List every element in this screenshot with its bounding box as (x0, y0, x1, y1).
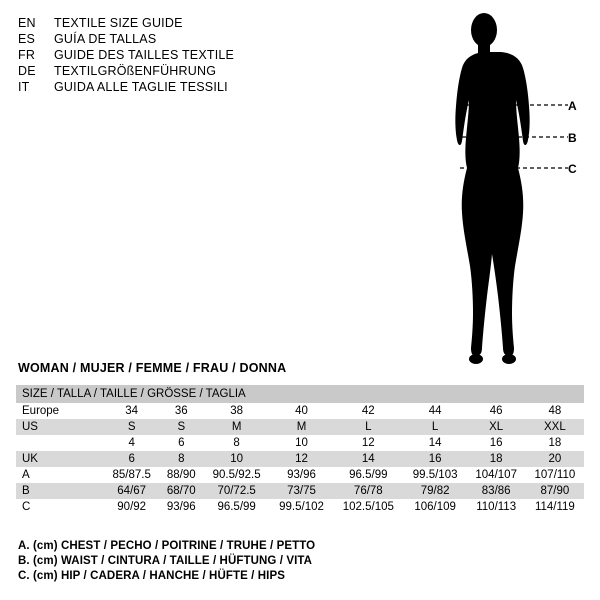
table-row (16, 467, 584, 483)
cell: XXL (526, 419, 584, 435)
cell: 64/67 (104, 483, 159, 499)
language-row-es (18, 32, 348, 46)
cell: 44 (404, 403, 467, 419)
cell: M (203, 419, 270, 435)
language-text-en: TEXTILE SIZE GUIDE (54, 16, 183, 30)
cell: M (270, 419, 333, 435)
cell: 46 (467, 403, 526, 419)
cell: 8 (159, 451, 203, 467)
language-text-es: GUÍA DE TALLAS (54, 32, 157, 46)
measure-label-a: A (568, 99, 577, 113)
language-row-fr (18, 48, 348, 62)
cell: 90/92 (104, 499, 159, 515)
table-row (16, 435, 584, 451)
cell: 83/86 (467, 483, 526, 499)
cell: 4 (104, 435, 159, 451)
female-body-figure (440, 8, 590, 368)
cell: 6 (104, 451, 159, 467)
table-row (16, 403, 584, 419)
table-row (16, 499, 584, 515)
cell: 6 (159, 435, 203, 451)
language-text-fr: GUIDE DES TAILLES TEXTILE (54, 48, 235, 62)
language-row-de (18, 64, 348, 78)
cell: 8 (203, 435, 270, 451)
female-silhouette-icon (440, 8, 590, 368)
cell: 40 (270, 403, 333, 419)
size-table (16, 385, 584, 515)
cell: 73/75 (270, 483, 333, 499)
row-label-us-numeric (16, 435, 104, 451)
language-title-list (18, 16, 348, 96)
cell: 12 (333, 435, 404, 451)
cell: 76/78 (333, 483, 404, 499)
cell: 79/82 (404, 483, 467, 499)
cell: 104/107 (467, 467, 526, 483)
cell: 16 (404, 451, 467, 467)
row-label-uk: UK (16, 451, 104, 467)
row-label-us: US (16, 419, 104, 435)
cell: 16 (467, 435, 526, 451)
cell: S (104, 419, 159, 435)
language-code-it: IT (18, 80, 30, 94)
cell: 99.5/102 (270, 499, 333, 515)
cell: 48 (526, 403, 584, 419)
language-row-en (18, 16, 348, 30)
cell: 88/90 (159, 467, 203, 483)
language-code-fr: FR (18, 48, 36, 62)
cell: 68/70 (159, 483, 203, 499)
table-row (16, 451, 584, 467)
cell: 14 (404, 435, 467, 451)
table-header-row (16, 385, 584, 403)
table-row (16, 419, 584, 435)
cell: 87/90 (526, 483, 584, 499)
cell: 38 (203, 403, 270, 419)
section-title-woman: WOMAN / MUJER / FEMME / FRAU / DONNA (18, 361, 287, 375)
row-label-a: A (16, 467, 104, 483)
table-header-label: SIZE / TALLA / TAILLE / GRÖSSE / TAGLIA (16, 385, 584, 403)
language-row-it (18, 80, 348, 94)
cell: 107/110 (526, 467, 584, 483)
cell: 106/109 (404, 499, 467, 515)
language-code-es: ES (18, 32, 36, 46)
language-text-de: TEXTILGRÖßENFÜHRUNG (54, 64, 217, 78)
table-row (16, 483, 584, 499)
cell: 110/113 (467, 499, 526, 515)
cell: 99.5/103 (404, 467, 467, 483)
measurement-legend (18, 540, 578, 585)
cell: 18 (467, 451, 526, 467)
cell: 12 (270, 451, 333, 467)
measure-label-b: B (568, 131, 577, 145)
cell: 90.5/92.5 (203, 467, 270, 483)
cell: 34 (104, 403, 159, 419)
cell: S (159, 419, 203, 435)
row-label-c: C (16, 499, 104, 515)
cell: 114/119 (526, 499, 584, 515)
cell: 18 (526, 435, 584, 451)
row-label-b: B (16, 483, 104, 499)
cell: 10 (203, 451, 270, 467)
legend-row-a: A. (cm) CHEST / PECHO / POITRINE / TRUHE / PETTO (18, 540, 316, 552)
cell: 102.5/105 (333, 499, 404, 515)
cell: 42 (333, 403, 404, 419)
language-text-it: GUIDA ALLE TAGLIE TESSILI (54, 80, 228, 94)
language-code-en: EN (18, 16, 36, 30)
measure-label-c: C (568, 162, 577, 176)
row-label-europe: Europe (16, 403, 104, 419)
cell: 96.5/99 (333, 467, 404, 483)
cell: 14 (333, 451, 404, 467)
language-code-de: DE (18, 64, 36, 78)
legend-row-b: B. (cm) WAIST / CINTURA / TAILLE / HÜFTUNG / VITA (18, 555, 313, 567)
cell: 85/87.5 (104, 467, 159, 483)
legend-row-c: C. (cm) HIP / CADERA / HANCHE / HÜFTE / HIPS (18, 570, 286, 582)
cell: XL (467, 419, 526, 435)
cell: L (333, 419, 404, 435)
cell: 93/96 (270, 467, 333, 483)
cell: 93/96 (159, 499, 203, 515)
cell: 36 (159, 403, 203, 419)
cell: L (404, 419, 467, 435)
cell: 96.5/99 (203, 499, 270, 515)
cell: 10 (270, 435, 333, 451)
cell: 20 (526, 451, 584, 467)
cell: 70/72.5 (203, 483, 270, 499)
